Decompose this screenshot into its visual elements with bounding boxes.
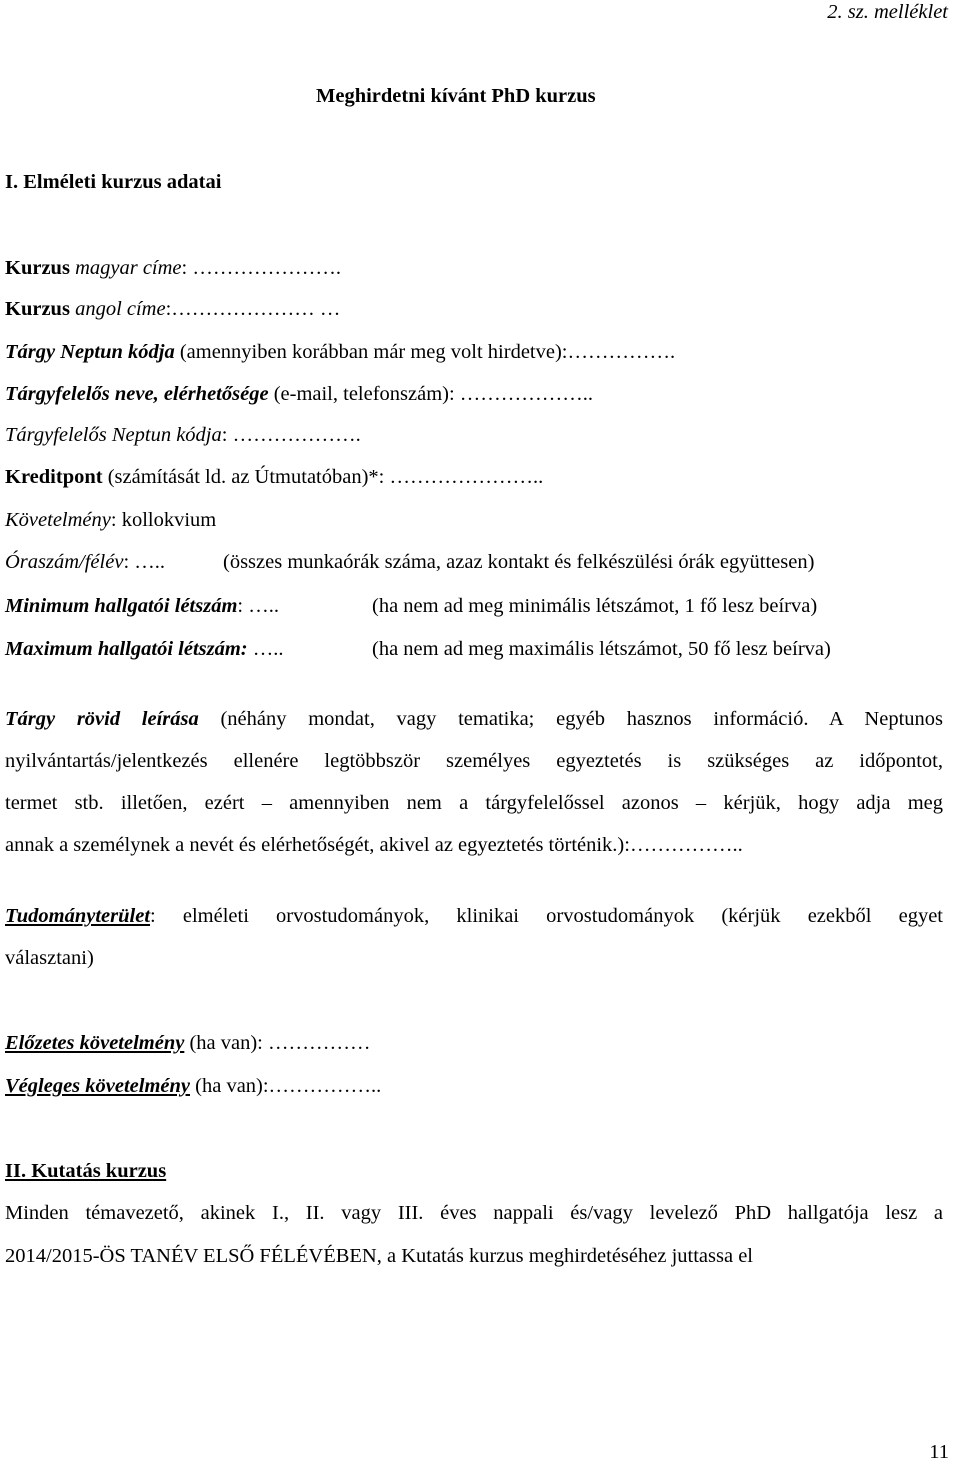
field-line-2: választani): [5, 947, 94, 969]
description-line-3: termet stb. illetően, ezért – amennyiben nem a tárgyfelelőssel azonos – kérjük, hogy adja meg: [5, 792, 943, 814]
field-rest: : ……………….: [221, 424, 361, 446]
field-rest: : kollokvium: [110, 509, 217, 531]
placeholder-dots: :………………… …: [165, 298, 341, 320]
annex-label: 2. sz. melléklet: [827, 1, 948, 23]
label-italic: Óraszám/félév: [5, 551, 124, 573]
label-strong-italic: Tárgy Neptun kódja: [5, 341, 175, 363]
label-italic: angol címe: [69, 298, 166, 320]
field-line-1: [5, 906, 943, 927]
neptun-code-field: [5, 342, 675, 363]
responsible-neptun-field: [5, 425, 361, 446]
label-strong-italic: Minimum hallgatói létszám: [5, 595, 238, 617]
description-line-1: [5, 709, 943, 730]
placeholder-dots: : ………………….: [181, 257, 341, 279]
section2-heading: II. Kutatás kurzus: [5, 1160, 167, 1182]
hours-note: (összes munkaórák száma, azaz kontakt és felkészülési órák együttesen): [223, 551, 815, 573]
section2-line-2: 2014/2015-ÖS TANÉV ELSŐ FÉLÉVÉBEN, a Kutatás kurzus meghirdetéséhez juttassa el: [5, 1245, 753, 1267]
description-text: (néhány mondat, vagy tematika; egyéb hasznos információ. A Neptunos: [198, 708, 943, 730]
label-strong: Kreditpont: [5, 466, 103, 488]
label-strong-italic: Tárgyfelelős neve, elérhetősége: [5, 383, 269, 405]
label-italic: magyar címe: [69, 257, 182, 279]
min-students-note: (ha nem ad meg minimális létszámot, 1 fő lesz beírva): [372, 595, 818, 617]
field-text: : elméleti orvostudományok, klinikai orvostudományok (kérjük ezekből egyet: [150, 905, 943, 927]
label-italic: Követelmény: [5, 509, 111, 531]
section1-heading: I. Elméleti kurzus adatai: [5, 171, 222, 193]
label-strong-italic: Maximum hallgatói létszám:: [5, 638, 248, 660]
field-rest: …..: [247, 638, 284, 660]
field-rest: (számítását ld. az Útmutatóban)*: …………………..: [102, 466, 544, 488]
field-rest: : …..: [123, 551, 166, 573]
label-strong: Kurzus: [5, 257, 70, 279]
responsible-field: [5, 384, 593, 405]
label-strong: Kurzus: [5, 298, 70, 320]
course-hu-title-field: [5, 258, 341, 279]
min-students-field: [5, 596, 955, 617]
document-title: Meghirdetni kívánt PhD kurzus: [316, 85, 596, 107]
label-strong-italic-underline: Végleges követelmény: [5, 1075, 191, 1097]
prereq-final-field: [5, 1076, 381, 1097]
label-italic: Tárgyfelelős Neptun kódja: [5, 424, 222, 446]
label-strong-italic: Tárgy rövid leírása: [5, 708, 199, 730]
field-rest: (e-mail, telefonszám): ………………..: [268, 383, 594, 405]
max-students-field: [5, 639, 955, 660]
field-rest: (amennyiben korábban már meg volt hirdetve):…………….: [174, 341, 676, 363]
field-rest: (ha van):……………..: [190, 1075, 382, 1097]
label-strong-italic-underline: Tudományterület: [5, 905, 151, 927]
description-line-2: nyilvántartás/jelentkezés ellenére legtöbbször személyes egyeztetés is szükséges az időpontot,: [5, 750, 943, 772]
page-number: 11: [929, 1441, 949, 1463]
course-en-title-field: [5, 299, 340, 320]
prereq-pre-field: [5, 1033, 371, 1054]
credit-field: [5, 467, 543, 488]
hours-field: [5, 552, 955, 573]
section2-line-1: Minden témavezető, akinek I., II. vagy III. éves nappali és/vagy levelező PhD hallgatója lesz a: [5, 1202, 943, 1224]
description-line-4: annak a személynek a nevét és elérhetőségét, akivel az egyeztetés történik.):……………..: [5, 834, 743, 856]
requirement-field: [5, 510, 216, 531]
field-rest: : …..: [237, 595, 279, 617]
field-rest: (ha van): ……………: [184, 1032, 371, 1054]
label-strong-italic-underline: Előzetes követelmény: [5, 1032, 185, 1054]
max-students-note: (ha nem ad meg maximális létszámot, 50 fő lesz beírva): [372, 638, 831, 660]
